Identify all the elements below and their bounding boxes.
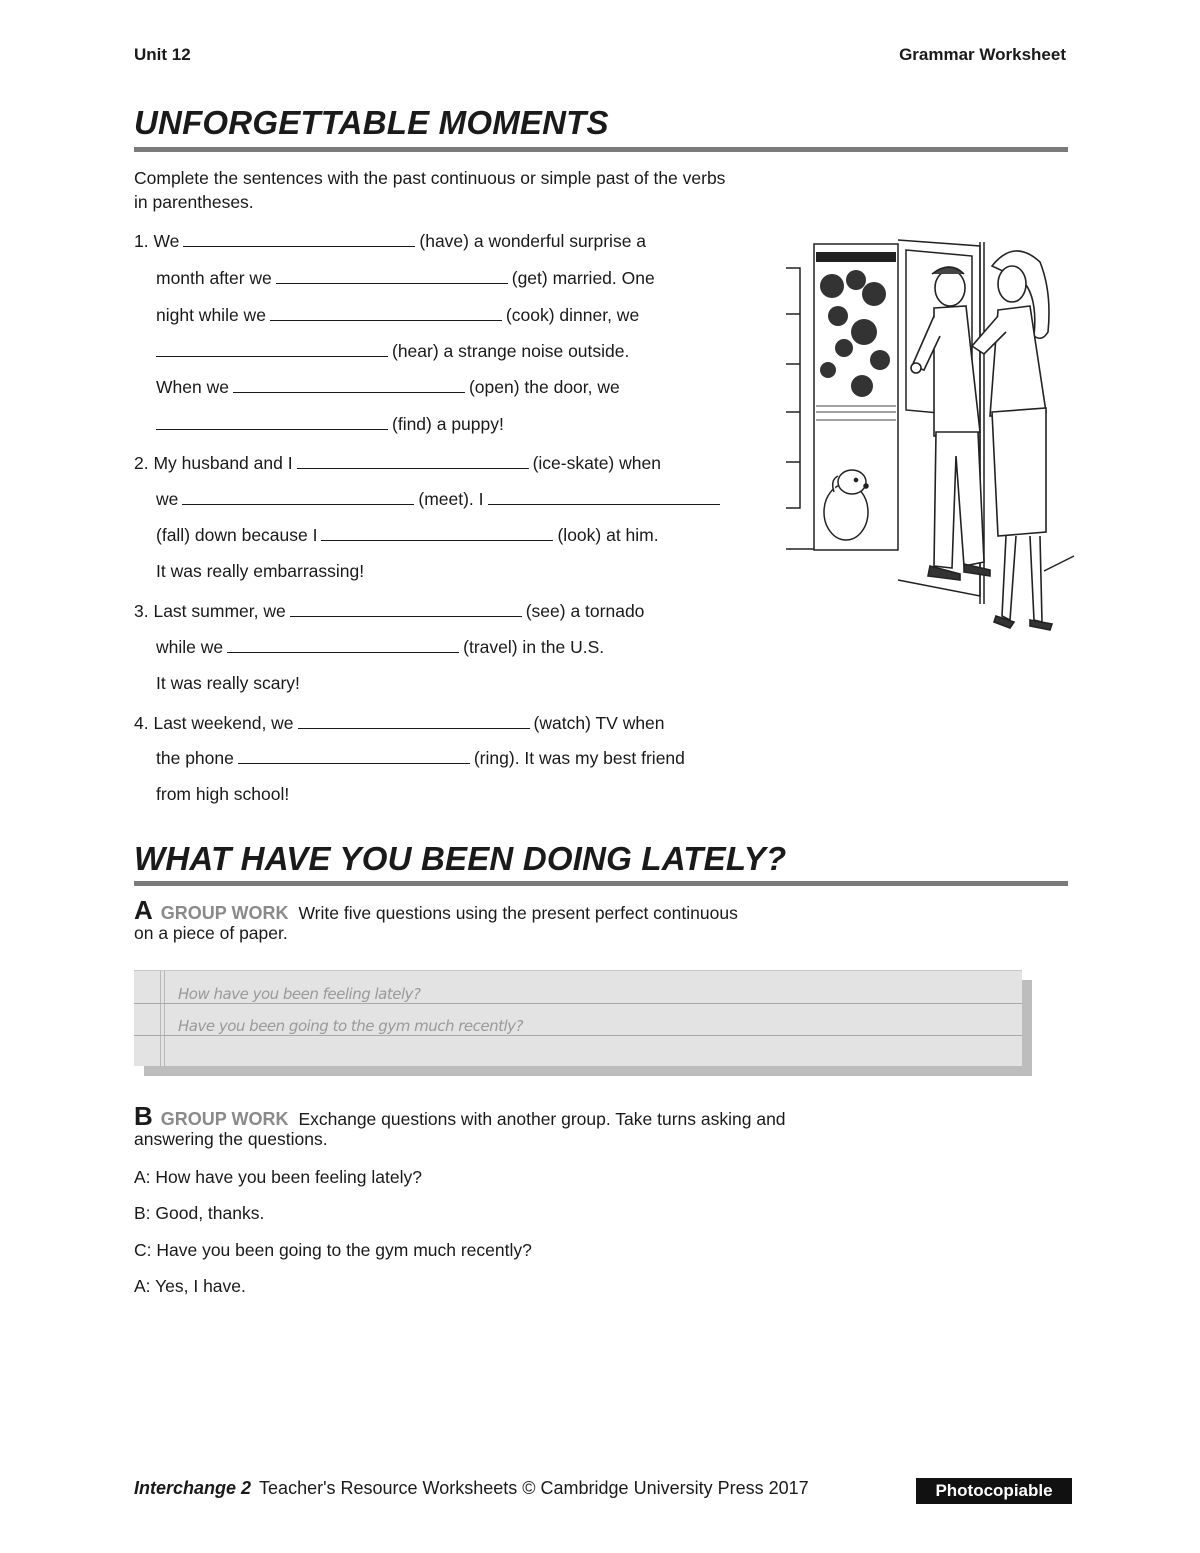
line-text: 2. My husband and I [134, 453, 293, 473]
line-text: It was really embarrassing! [156, 561, 365, 581]
answer-blank[interactable] [270, 304, 502, 321]
exercise-line [134, 600, 644, 622]
example-question: Have you been going to the gym much recently? [178, 1017, 523, 1035]
group-work-label: GROUP WORK [160, 903, 289, 923]
couple-door-puppy-illustration [784, 236, 1078, 636]
instructions [134, 166, 725, 214]
instructions-line-1: Complete the sentences with the past continuous or simple past of the verbs [134, 168, 726, 188]
ruled-line [134, 1035, 1022, 1036]
line-text: (find) a puppy! [392, 414, 504, 434]
section-rule [134, 147, 1068, 152]
part-b-instructions [134, 1101, 786, 1151]
exercise-line [156, 524, 659, 546]
answer-blank[interactable] [488, 488, 720, 505]
line-text: (ice-skate) when [532, 453, 661, 473]
exercise-line [156, 376, 620, 398]
group-work-label: GROUP WORK [160, 1109, 289, 1129]
exercise-line [156, 747, 685, 769]
line-text: 1. We [134, 231, 180, 251]
line-text: (fall) down because I [156, 525, 318, 545]
dialog-line: A: Yes, I have. [134, 1276, 246, 1296]
line-text: (cook) dinner, we [505, 305, 640, 325]
line-text: 4. Last weekend, we [134, 713, 294, 733]
line-text: (see) a tornado [525, 601, 645, 621]
answer-blank[interactable] [233, 376, 465, 393]
answer-blank[interactable] [298, 712, 530, 729]
worksheet-type: Grammar Worksheet [899, 45, 1066, 64]
part-a-instructions [134, 895, 738, 945]
exercise-line [134, 452, 661, 474]
answer-blank[interactable] [290, 600, 522, 617]
line-text: It was really scary! [156, 673, 300, 693]
section-title-unforgettable: UNFORGETTABLE MOMENTS [134, 104, 609, 141]
line-text: (look) at him. [557, 525, 659, 545]
footer-credit [134, 1478, 809, 1499]
copyright-text: Teacher's Resource Worksheets © Cambridge University Press 2017 [259, 1478, 809, 1498]
exercise-line [156, 636, 604, 658]
answer-blank[interactable] [297, 452, 529, 469]
photocopiable-badge: Photocopiable [916, 1478, 1072, 1504]
answer-blank[interactable] [227, 636, 459, 653]
section-rule [134, 881, 1068, 886]
exercise-line [156, 413, 504, 435]
part-a-text-line-2: on a piece of paper. [134, 923, 288, 943]
line-text: (open) the door, we [468, 377, 620, 397]
exercise-line [156, 673, 300, 694]
line-text: (travel) in the U.S. [463, 637, 605, 657]
dialog-line: C: Have you been going to the gym much recently? [134, 1240, 532, 1260]
line-text: month after we [156, 268, 272, 288]
part-b-letter: B [134, 1101, 153, 1131]
line-text: (ring). It was my best friend [473, 748, 685, 768]
line-text: When we [156, 377, 229, 397]
book-title: Interchange 2 [134, 1478, 252, 1498]
exercise-line [156, 561, 364, 582]
line-text: night while we [156, 305, 266, 325]
dialog-line: A: How have you been feeling lately? [134, 1167, 422, 1187]
unit-label: Unit 12 [134, 45, 191, 64]
answer-blank[interactable] [238, 747, 470, 764]
paper-sheet [134, 970, 1022, 1066]
line-text: (meet). I [418, 489, 484, 509]
part-a-text: Write five questions using the present perfect continuous [298, 903, 738, 923]
part-a-letter: A [134, 895, 153, 925]
answer-blank[interactable] [156, 340, 388, 357]
answer-blank[interactable] [156, 413, 388, 430]
line-text: while we [156, 637, 224, 657]
section-title-what-have-you-been-doing: WHAT HAVE YOU BEEN DOING LATELY? [134, 840, 787, 877]
instructions-line-2: in parentheses. [134, 192, 254, 212]
margin-line [160, 971, 161, 1067]
exercise-line [156, 340, 629, 362]
part-b-text-line-2: answering the questions. [134, 1129, 328, 1149]
exercise-line [134, 230, 646, 252]
exercise-line [156, 488, 724, 510]
exercise-line [134, 712, 665, 734]
answer-blank[interactable] [276, 267, 508, 284]
line-text: from high school! [156, 784, 290, 804]
line-text: (hear) a strange noise outside. [392, 341, 630, 361]
line-text: we [156, 489, 179, 509]
notebook-paper [134, 970, 1032, 1078]
answer-blank[interactable] [183, 230, 415, 247]
margin-line [164, 971, 165, 1067]
line-text: 3. Last summer, we [134, 601, 286, 621]
line-text: (have) a wonderful surprise a [419, 231, 647, 251]
example-question: How have you been feeling lately? [178, 985, 421, 1003]
answer-blank[interactable] [182, 488, 414, 505]
line-text: the phone [156, 748, 234, 768]
line-text: (get) married. One [511, 268, 655, 288]
exercise-line [156, 267, 655, 289]
answer-blank[interactable] [321, 524, 553, 541]
ruled-line [134, 1003, 1022, 1004]
exercise-line [156, 784, 289, 805]
dialog-line: B: Good, thanks. [134, 1203, 265, 1223]
line-text: (watch) TV when [533, 713, 665, 733]
part-b-text: Exchange questions with another group. Take turns asking and [298, 1109, 786, 1129]
exercise-line [156, 304, 639, 326]
